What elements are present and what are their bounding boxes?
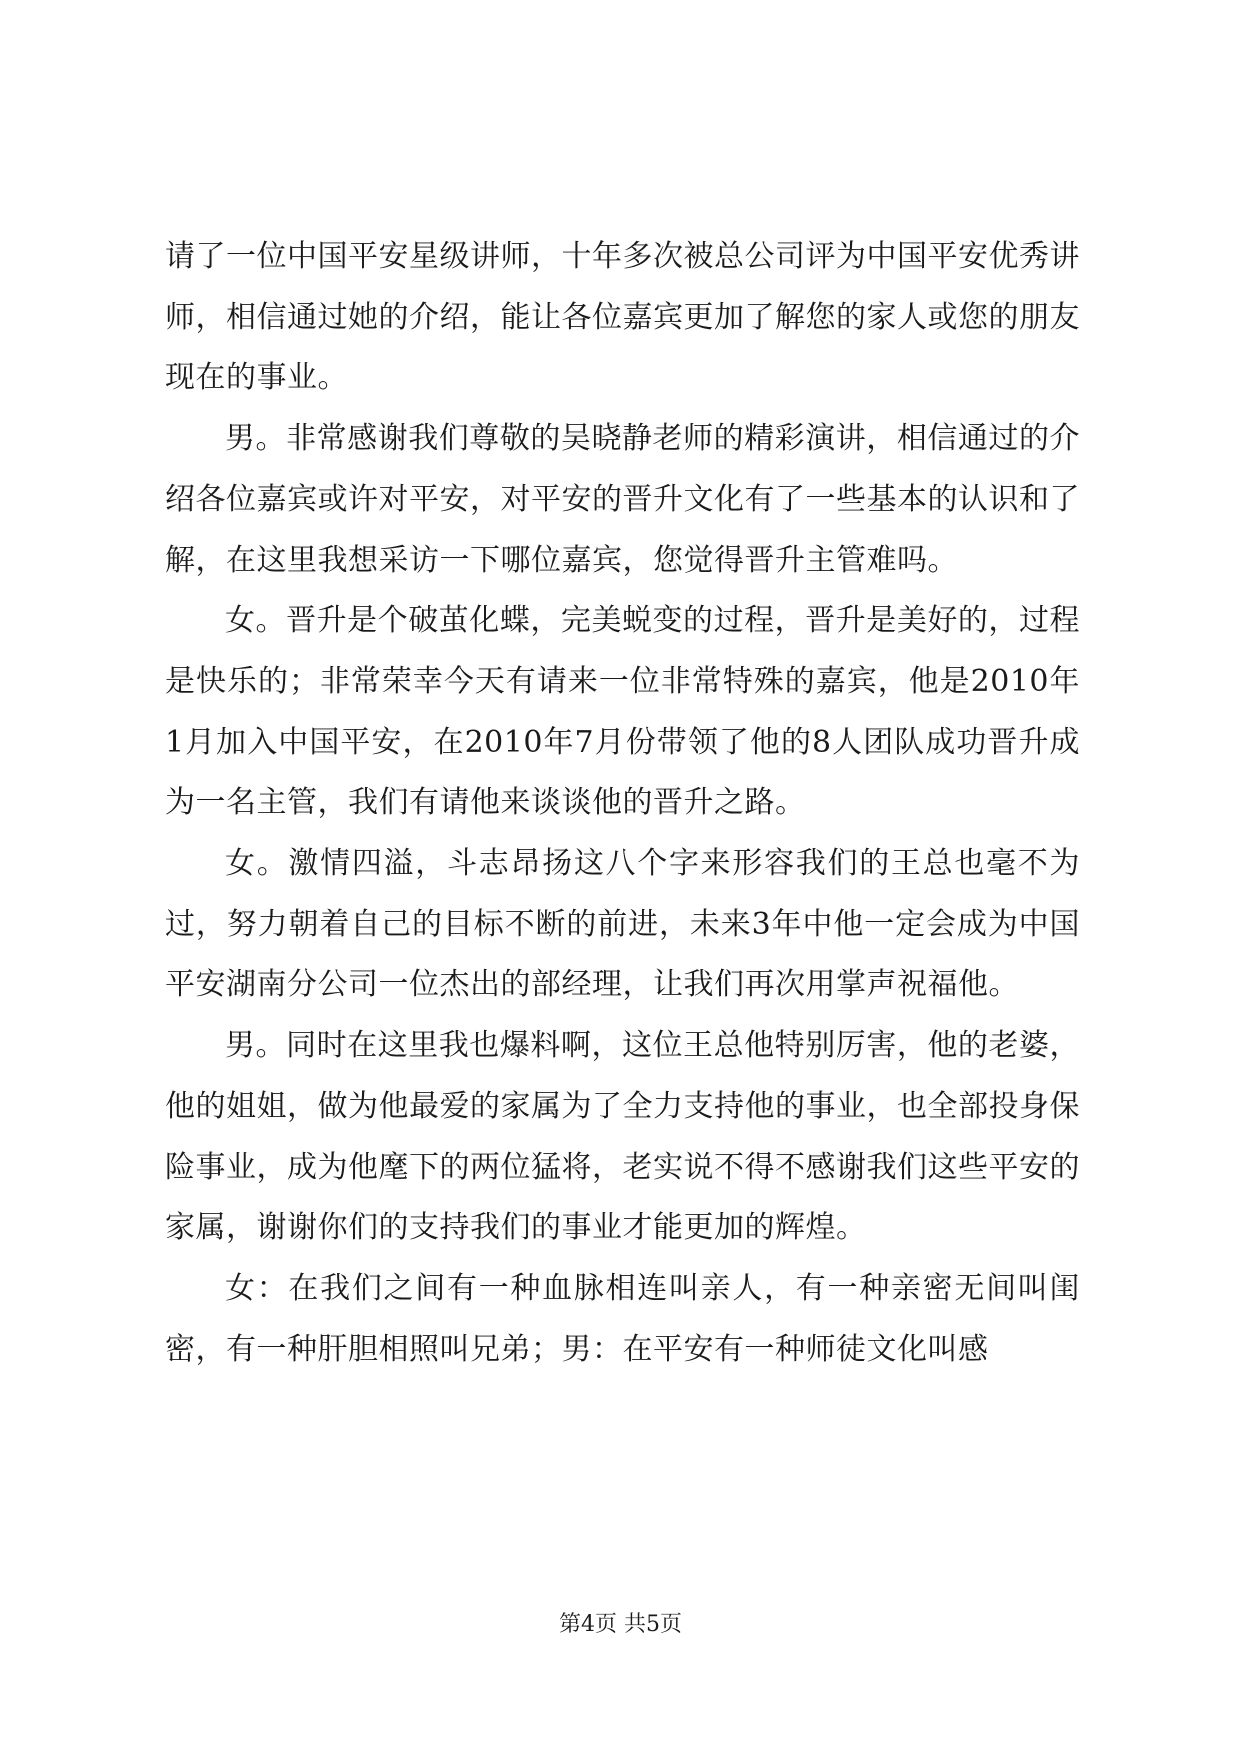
paragraph-female-promotion: 女。晋升是个破茧化蝶，完美蜕变的过程，晋升是美好的，过程是快乐的；非常荣幸今天有请来一位非常特殊的嘉宾，他是2010年1月加入中国平安，在2010年7月份带领了他的8人团队成功晋升成为一名主管，我们有请他来谈谈他的晋升之路。 [165, 603, 1080, 821]
document-body [165, 227, 1080, 1380]
paragraph-male-family: 男。同时在这里我也爆料啊，这位王总他特别厉害，他的老婆，他的姐姐，做为他最爱的家属为了全力支持他的事业，也全部投身保险事业，成为他麾下的两位猛将，老实说不得不感谢我们这些平安的家属，谢谢你们的支持我们的事业才能更加的辉煌。 [165, 1028, 1080, 1246]
paragraph-female-praise: 女。激情四溢，斗志昂扬这八个字来形容我们的王总也毫不为过，努力朝着自己的目标不断的前进，未来3年中他一定会成为中国平安湖南分公司一位杰出的部经理，让我们再次用掌声祝福他。 [165, 846, 1080, 1003]
paragraph-dialogue: 女：在我们之间有一种血脉相连叫亲人，有一种亲密无间叫闺密，有一种肝胆相照叫兄弟；男：在平安有一种师徒文化叫感 [165, 1270, 1080, 1367]
page-footer: 第4页 共5页 [559, 1612, 682, 1637]
paragraph-male-thanks: 男。非常感谢我们尊敬的吴晓静老师的精彩演讲，相信通过的介绍各位嘉宾或许对平安，对平安的晋升文化有了一些基本的认识和了解，在这里我想采访一下哪位嘉宾，您觉得晋升主管难吗。 [165, 421, 1080, 578]
paragraph-continuation: 请了一位中国平安星级讲师，十年多次被总公司评为中国平安优秀讲师，相信通过她的介绍，能让各位嘉宾更加了解您的家人或您的朋友现在的事业。 [165, 239, 1080, 396]
